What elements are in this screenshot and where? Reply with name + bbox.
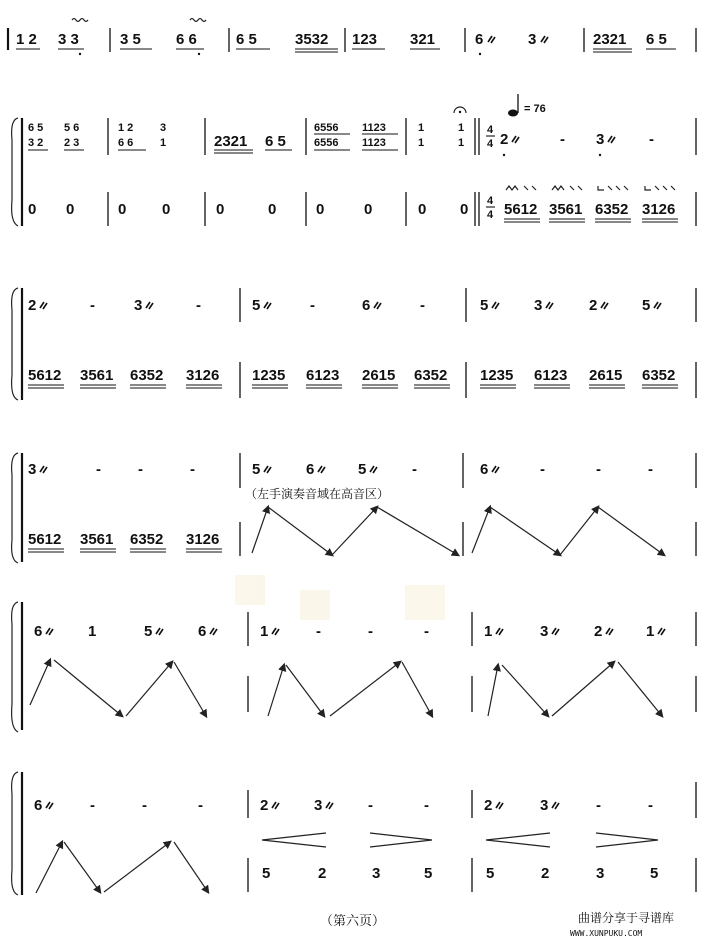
credit-text: 曲谱分享于寻谱库 [578, 911, 675, 925]
tremolo-slash-icon [552, 802, 559, 809]
note: 5 [144, 623, 153, 640]
tremolo-slash-icon [46, 628, 53, 635]
note: 3126 [642, 201, 676, 218]
system-6-upper [34, 797, 653, 814]
trill-wave-icon [190, 19, 206, 22]
system-3-lower [28, 367, 678, 388]
stroke-arrow-icon [36, 842, 208, 893]
note: 3 2 [28, 137, 44, 149]
note: 123 [352, 31, 378, 48]
tremolo-slash-icon [264, 466, 271, 473]
note: 6 [306, 461, 315, 478]
note: 2 [28, 297, 37, 314]
note: 1 2 [16, 31, 37, 48]
note: 6 [480, 461, 489, 478]
note: 0 [28, 201, 37, 218]
tremolo-slash-icon [608, 136, 615, 143]
note: 1 [484, 623, 493, 640]
dash: - [540, 461, 545, 478]
system-4-lower [28, 531, 222, 552]
tremolo-slash-icon [156, 628, 163, 635]
note: 2 [260, 797, 269, 814]
note: 3561 [80, 531, 114, 548]
note: 6 5 [236, 31, 257, 48]
dash: - [424, 797, 429, 814]
note: 6556 [314, 122, 339, 134]
note: 0 [316, 201, 325, 218]
caption-left-hand-range: （左手演奏音域在高音区） [245, 487, 390, 501]
tremolo-slash-icon [512, 136, 519, 143]
note: 3 [540, 623, 549, 640]
brace [12, 602, 18, 732]
note: 6352 [130, 531, 164, 548]
note: 3 [528, 31, 537, 48]
dynamics-hairpins [262, 833, 658, 847]
tremolo-slash-icon [318, 466, 325, 473]
dash: - [649, 131, 654, 148]
note: 5 [358, 461, 367, 478]
page-number: （第六页） [320, 914, 386, 929]
note: 2 [500, 131, 509, 148]
note: 5 [252, 297, 261, 314]
tremolo-slash-icon [264, 302, 271, 309]
note: 6123 [306, 367, 340, 384]
note: 1123 [362, 137, 386, 149]
time-signature-top: 4 [487, 195, 494, 207]
tremolo-slash-icon [492, 466, 499, 473]
tremolo-slash-icon [496, 802, 503, 809]
note: 1123 [362, 122, 386, 134]
note: 3 [160, 122, 167, 134]
note: 3 5 [120, 31, 141, 48]
brace [12, 118, 18, 226]
tremolo-slash-icon [146, 302, 153, 309]
note: 5 [480, 297, 489, 314]
note: 2321 [214, 133, 248, 150]
note: 321 [410, 31, 436, 48]
stroke-mark [552, 186, 582, 190]
stroke-arrow-icon [30, 660, 662, 716]
note: 3532 [295, 31, 329, 48]
dash: - [368, 623, 373, 640]
note: 3 [134, 297, 143, 314]
dash: - [648, 797, 653, 814]
note: 3 [372, 865, 381, 882]
note: 6 5 [265, 133, 286, 150]
dash: - [198, 797, 203, 814]
note: 1 [418, 137, 425, 149]
note: 6 [198, 623, 207, 640]
note: 5 6 [64, 122, 80, 134]
dash: - [560, 131, 565, 148]
dash: - [196, 297, 201, 314]
note: 3561 [549, 201, 583, 218]
tremolo-slash-icon [326, 802, 333, 809]
tremolo-slash-icon [210, 628, 217, 635]
stroke-arrow-icon [252, 507, 664, 555]
note: 6 [34, 623, 43, 640]
brace [12, 288, 18, 400]
tempo-value: = 76 [524, 103, 546, 115]
credit-site: WWW.XUNPUKU.COM [570, 929, 643, 938]
dash: - [420, 297, 425, 314]
note: 3126 [186, 531, 220, 548]
note: 0 [364, 201, 373, 218]
stroke-mark [598, 186, 628, 190]
system-5 [12, 602, 696, 732]
note: 3126 [186, 367, 220, 384]
note: 5612 [28, 531, 62, 548]
tremolo-slash-icon [492, 302, 499, 309]
note: 1235 [252, 367, 286, 384]
note: 1 [88, 623, 97, 640]
dash: - [412, 461, 417, 478]
dash: - [90, 297, 95, 314]
trill-wave-icon [72, 19, 88, 22]
dash: - [368, 797, 373, 814]
note: 6352 [130, 367, 164, 384]
note: 2 3 [64, 137, 80, 149]
note: 5 [642, 297, 651, 314]
tremolo-slash-icon [546, 302, 553, 309]
tremolo-slash-icon [272, 802, 279, 809]
note: 6 5 [646, 31, 667, 48]
stroke-mark [645, 186, 675, 190]
note: 1 [418, 122, 425, 134]
tremolo-slash-icon [374, 302, 381, 309]
dash: - [142, 797, 147, 814]
system-3-upper [28, 297, 661, 314]
dash: - [90, 797, 95, 814]
time-signature-bottom: 4 [487, 209, 494, 221]
tremolo-slash-icon [488, 36, 495, 43]
dash: - [596, 797, 601, 814]
note: 6 6 [176, 31, 197, 48]
time-signature-top: 4 [487, 124, 494, 136]
tremolo-slash-icon [40, 466, 47, 473]
tempo-mark [508, 94, 546, 117]
note: 3 [596, 131, 605, 148]
note: 1 [646, 623, 655, 640]
note: 6 [34, 797, 43, 814]
note: 6352 [595, 201, 629, 218]
note: 0 [118, 201, 127, 218]
note: 0 [216, 201, 225, 218]
note: 1 [260, 623, 269, 640]
dash: - [596, 461, 601, 478]
tremolo-slash-icon [541, 36, 548, 43]
tremolo-slash-icon [370, 466, 377, 473]
note: 5612 [504, 201, 538, 218]
note: 6 [475, 31, 484, 48]
note: 3 [540, 797, 549, 814]
system-6-lower [262, 865, 658, 882]
stroke-mark [506, 186, 536, 190]
system-6 [12, 772, 696, 895]
note: 3 [28, 461, 37, 478]
brace [12, 772, 18, 895]
note: 2615 [589, 367, 623, 384]
note: 0 [460, 201, 469, 218]
note: 2 [594, 623, 603, 640]
dash: - [96, 461, 101, 478]
brace [12, 453, 18, 563]
tremolo-slash-icon [552, 628, 559, 635]
dash: - [310, 297, 315, 314]
note: 6123 [534, 367, 568, 384]
time-signature-bottom: 4 [487, 138, 494, 150]
tremolo-slash-icon [606, 628, 613, 635]
note: 1 [458, 122, 465, 134]
note: 5 [424, 865, 433, 882]
tremolo-slash-icon [40, 302, 47, 309]
note: 0 [418, 201, 427, 218]
note: 6352 [414, 367, 448, 384]
system-2 [12, 94, 696, 226]
tremolo-slash-icon [658, 628, 665, 635]
note: 6 [362, 297, 371, 314]
dash: - [424, 623, 429, 640]
watermark [235, 575, 445, 620]
tremolo-slash-icon [601, 302, 608, 309]
note: 0 [66, 201, 75, 218]
note: 2 [541, 865, 550, 882]
note: 5 [252, 461, 261, 478]
note: 1235 [480, 367, 514, 384]
note: 3 [314, 797, 323, 814]
dash: - [316, 623, 321, 640]
system-5-upper [34, 623, 665, 640]
note: 0 [162, 201, 171, 218]
note: 2 [589, 297, 598, 314]
note: 1 [160, 137, 167, 149]
note: 6352 [642, 367, 676, 384]
note: 5 [262, 865, 271, 882]
note: 5612 [28, 367, 62, 384]
note: 2321 [593, 31, 627, 48]
note: 2 [318, 865, 327, 882]
note: 3 [596, 865, 605, 882]
note: 1 2 [118, 122, 134, 134]
note: 2 [484, 797, 493, 814]
tremolo-slash-icon [272, 628, 279, 635]
note: 3 [534, 297, 543, 314]
system-4-upper [28, 461, 653, 478]
note: 5 [650, 865, 659, 882]
note: 2615 [362, 367, 396, 384]
tremolo-slash-icon [654, 302, 661, 309]
note: 6 6 [118, 137, 134, 149]
note: 1 [458, 137, 465, 149]
note: 5 [486, 865, 495, 882]
tremolo-slash-icon [496, 628, 503, 635]
system-4 [12, 453, 696, 563]
dash: - [648, 461, 653, 478]
system-1 [8, 19, 696, 56]
note: 6 5 [28, 122, 44, 134]
note: 3561 [80, 367, 114, 384]
dash: - [138, 461, 143, 478]
note: 0 [268, 201, 277, 218]
note: 6556 [314, 137, 339, 149]
note: 3 3 [58, 31, 79, 48]
dash: - [190, 461, 195, 478]
tremolo-slash-icon [46, 802, 53, 809]
